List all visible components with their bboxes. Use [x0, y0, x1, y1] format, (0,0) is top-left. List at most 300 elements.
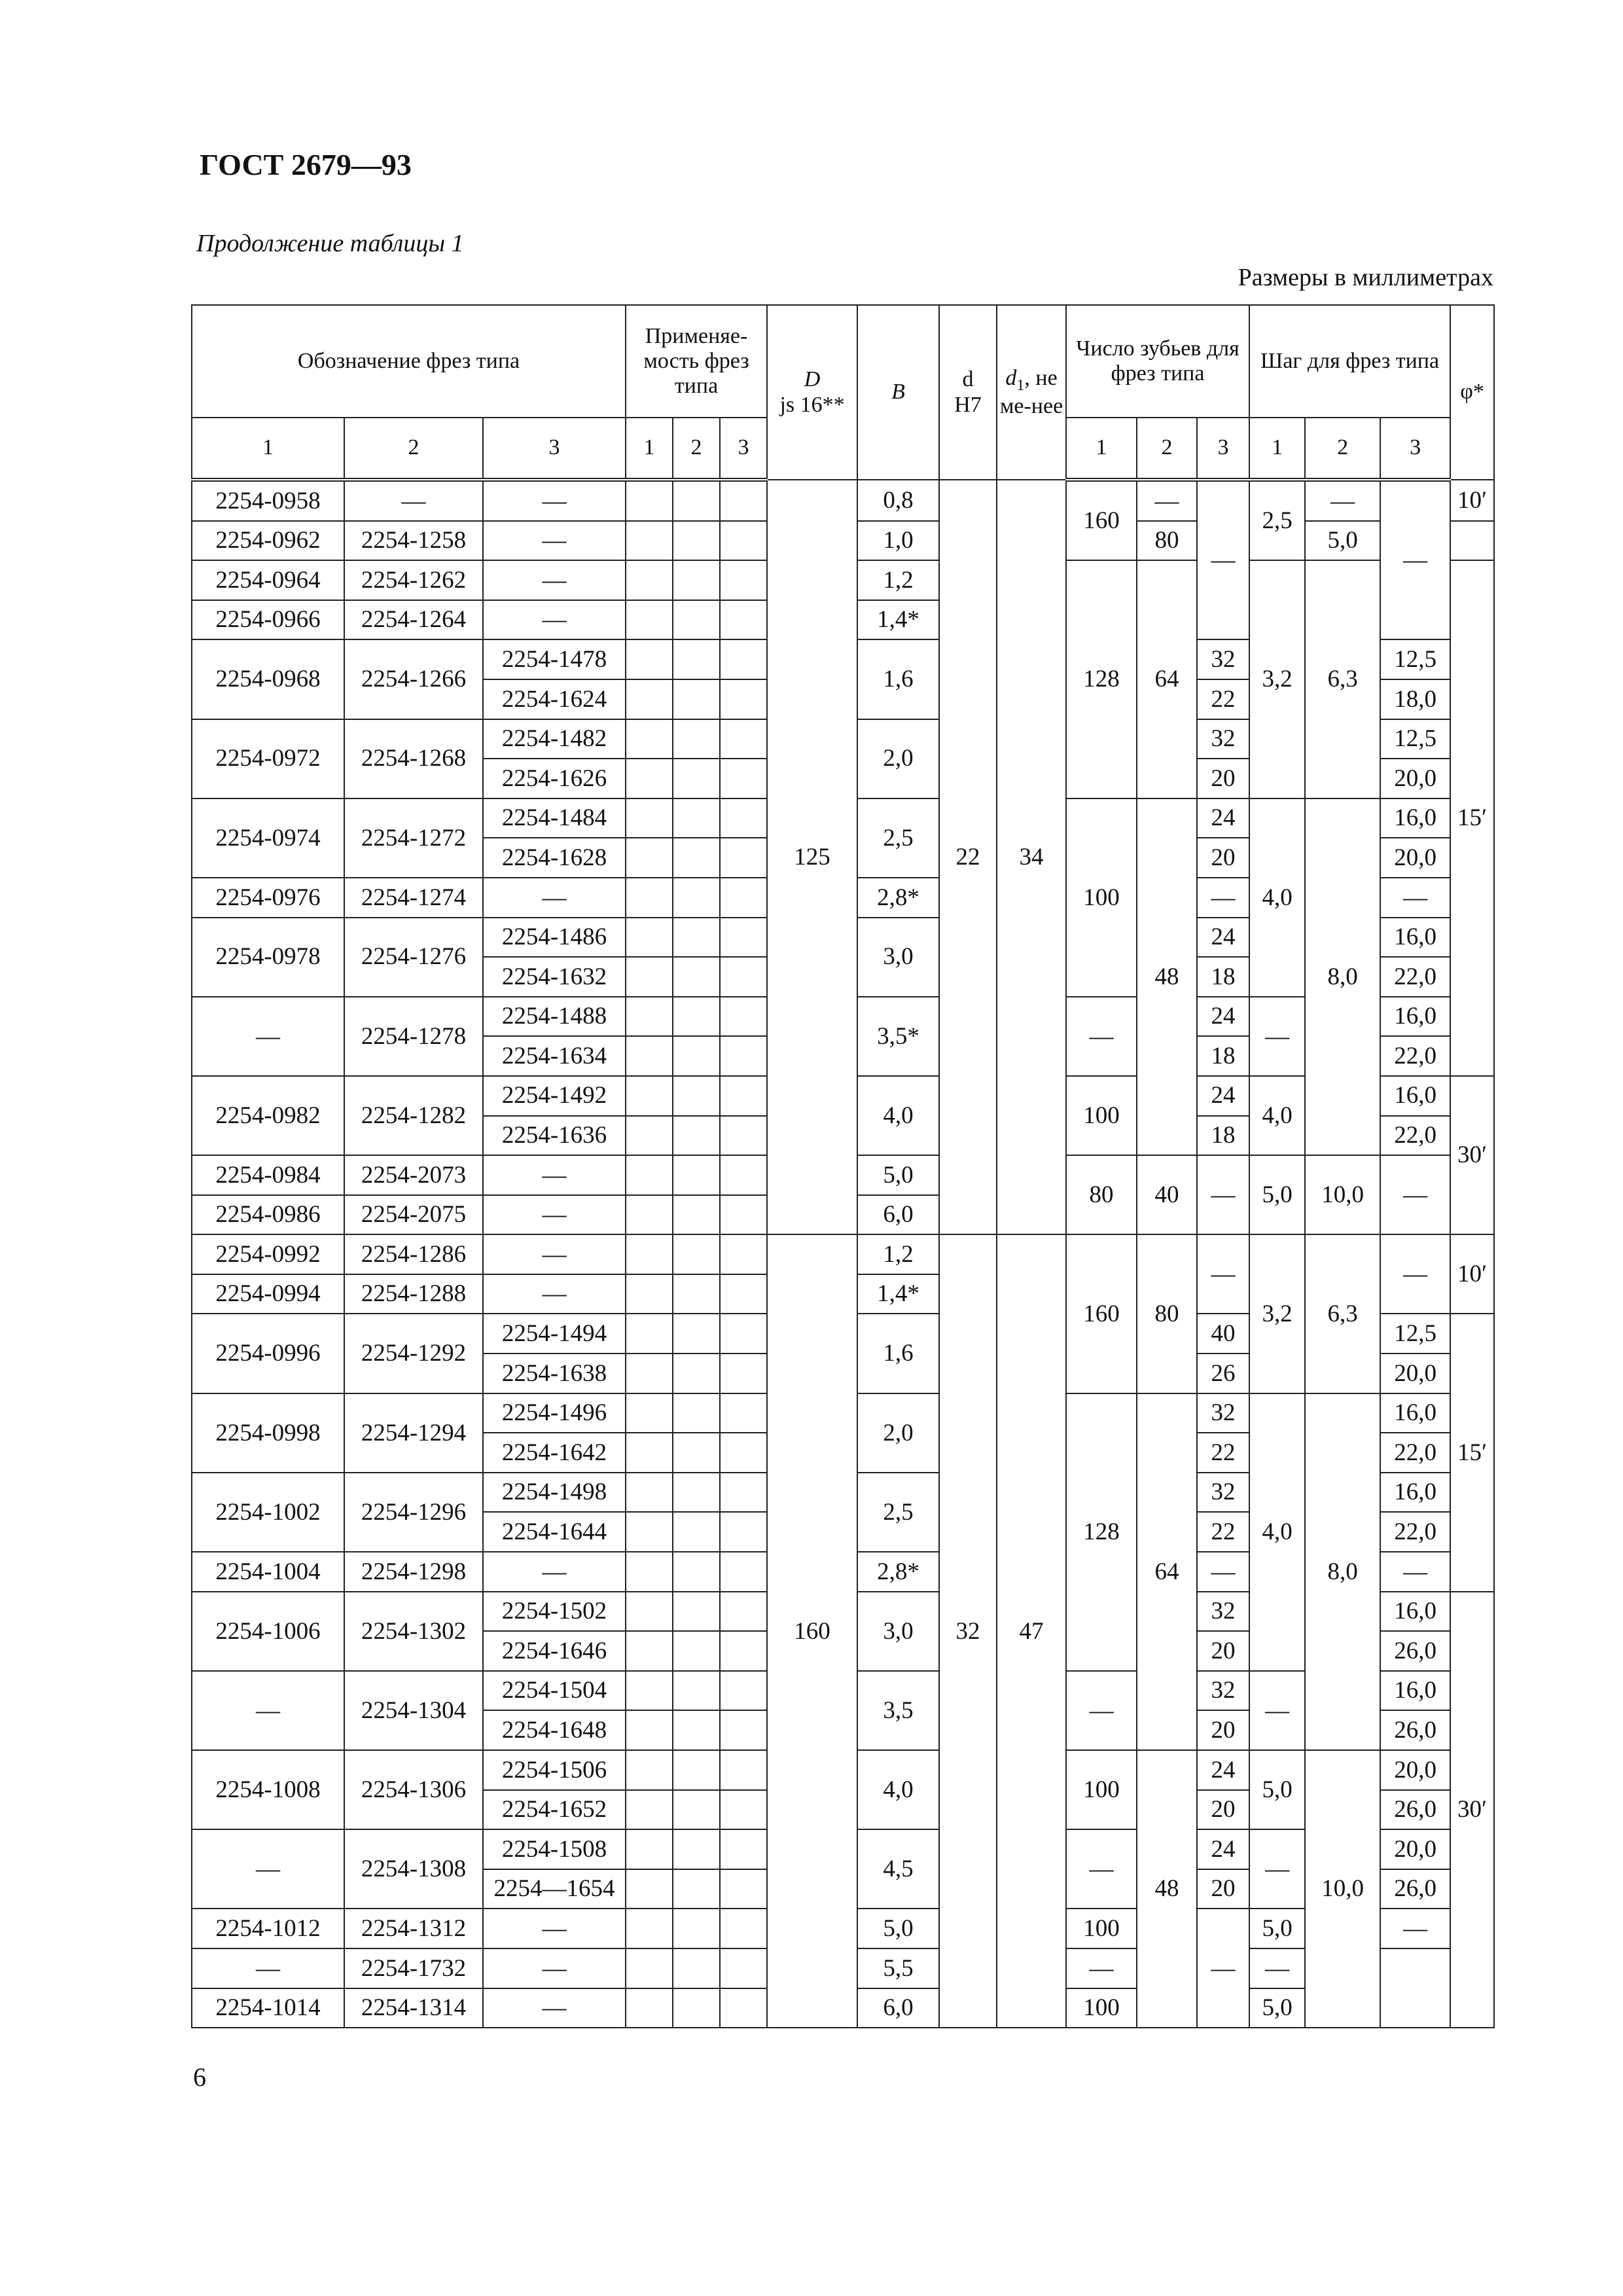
- cell-applicability-type3: [720, 1988, 767, 2028]
- header-teeth: Число зубьев для фрез типа: [1066, 305, 1249, 418]
- cell-pitch-type2: 10,0: [1305, 1155, 1380, 1234]
- cell-pitch-type3: 22,0: [1380, 1433, 1450, 1473]
- cell-designation-type1: 2254-0966: [192, 600, 344, 640]
- cell-designation-type3: 2254-1642: [483, 1433, 626, 1473]
- cell-pitch-type3: —: [1380, 480, 1450, 639]
- cell-designation-type3: 2254-1486: [483, 918, 626, 958]
- cell-applicability-type1: [626, 1909, 673, 1948]
- cell-designation-type3: —: [483, 480, 626, 521]
- cell-applicability-type1: [626, 759, 673, 798]
- table-continuation-caption: Продолжение таблицы 1: [196, 230, 464, 257]
- cell-B-value: 1,2: [857, 560, 939, 600]
- cell-applicability-type1: [626, 719, 673, 759]
- cell-teeth-type3: 24: [1197, 1750, 1249, 1790]
- cell-applicability-type2: [673, 521, 720, 561]
- cell-pitch-type1: 5,0: [1249, 1155, 1305, 1234]
- cell-pitch-type3: 16,0: [1380, 1076, 1450, 1116]
- cell-teeth-type3: 20: [1197, 1631, 1249, 1671]
- cell-designation-type1: 2254-1008: [192, 1750, 344, 1829]
- cell-teeth-type2: 40: [1137, 1155, 1197, 1234]
- cell-B-value: 4,0: [857, 1750, 939, 1829]
- cell-applicability-type3: [720, 1155, 767, 1195]
- cell-applicability-type1: [626, 1393, 673, 1433]
- subheader-type: 1: [1066, 418, 1137, 480]
- cell-teeth-type3: 24: [1197, 1076, 1249, 1116]
- cell-pitch-type1: 5,0: [1249, 1909, 1305, 1948]
- cell-pitch-type3: 16,0: [1380, 918, 1450, 958]
- cell-pitch-type2: 5,0: [1305, 521, 1380, 561]
- cell-applicability-type3: [720, 1592, 767, 1632]
- cell-designation-type1: 2254-0978: [192, 918, 344, 997]
- cell-designation-type3: 2254-1632: [483, 957, 626, 997]
- cell-designation-type3: 2254-1626: [483, 759, 626, 798]
- cell-applicability-type3: [720, 679, 767, 719]
- cell-pitch-type2: —: [1305, 480, 1380, 521]
- cell-pitch-type1: 5,0: [1249, 1750, 1305, 1829]
- cell-B-value: 2,8*: [857, 1552, 939, 1592]
- header-d-symbol: d: [962, 367, 974, 392]
- cell-applicability-type3: [720, 1671, 767, 1711]
- cell-applicability-type2: [673, 1988, 720, 2028]
- cell-pitch-type3: —: [1380, 878, 1450, 918]
- cell-designation-type1: 2254-0962: [192, 521, 344, 561]
- cell-applicability-type1: [626, 480, 673, 521]
- cell-B-value: 2,0: [857, 719, 939, 798]
- cell-pitch-type3: 20,0: [1380, 838, 1450, 878]
- cell-applicability-type2: [673, 1552, 720, 1592]
- cell-applicability-type2: [673, 1750, 720, 1790]
- cell-applicability-type3: [720, 560, 767, 600]
- cell-applicability-type2: [673, 838, 720, 878]
- cell-applicability-type3: [720, 1869, 767, 1909]
- cell-designation-type3: 2254-1634: [483, 1036, 626, 1076]
- cell-designation-type3: 2254-1498: [483, 1473, 626, 1513]
- cell-applicability-type2: [673, 639, 720, 679]
- header-d1-subscript: 1: [1016, 376, 1025, 394]
- cell-pitch-type3: 16,0: [1380, 997, 1450, 1037]
- cell-designation-type3: 2254-1506: [483, 1750, 626, 1790]
- cell-designation-type3: 2254-1508: [483, 1829, 626, 1869]
- subheader-type: 3: [720, 418, 767, 480]
- cell-designation-type2: 2254-1288: [344, 1274, 483, 1314]
- cell-applicability-type1: [626, 1552, 673, 1592]
- cell-applicability-type3: [720, 1393, 767, 1433]
- table-body: [192, 480, 1494, 2028]
- subheader-type: 1: [192, 418, 344, 480]
- cell-applicability-type1: [626, 1433, 673, 1473]
- header-d1-symbol: d: [1005, 365, 1017, 390]
- cell-pitch-type1: —: [1249, 1829, 1305, 1909]
- cell-designation-type3: —: [483, 1195, 626, 1235]
- cell-designation-type1: 2254-1004: [192, 1552, 344, 1592]
- cell-applicability-type2: [673, 1671, 720, 1711]
- subheader-type: 2: [1305, 418, 1380, 480]
- cell-applicability-type3: [720, 1076, 767, 1116]
- cell-teeth-type3: 18: [1197, 1036, 1249, 1076]
- header-d: [939, 305, 997, 480]
- cell-teeth-type1: 100: [1066, 1750, 1137, 1829]
- cell-applicability-type3: [720, 798, 767, 838]
- cell-teeth-type2: 64: [1137, 560, 1197, 798]
- cell-applicability-type1: [626, 1869, 673, 1909]
- cell-teeth-type1: —: [1066, 1829, 1137, 1909]
- cell-d1-value: 47: [997, 1234, 1066, 2028]
- subheader-type: 2: [1137, 418, 1197, 480]
- header-D: [767, 305, 857, 480]
- cell-B-value: 1,6: [857, 1314, 939, 1393]
- cell-applicability-type2: [673, 600, 720, 640]
- cell-pitch-type3: —: [1380, 1909, 1450, 1948]
- cell-B-value: 6,0: [857, 1195, 939, 1235]
- cell-pitch-type2: 6,3: [1305, 1234, 1380, 1393]
- cell-applicability-type3: [720, 600, 767, 640]
- cell-teeth-type3: 20: [1197, 838, 1249, 878]
- cell-pitch-type3: —: [1380, 1155, 1450, 1234]
- cell-teeth-type3: 22: [1197, 679, 1249, 719]
- cell-applicability-type1: [626, 1234, 673, 1274]
- cutter-dimensions-table: [191, 304, 1493, 2028]
- cell-pitch-type3: 16,0: [1380, 1393, 1450, 1433]
- cell-applicability-type1: [626, 1671, 673, 1711]
- subheader-type: 1: [626, 418, 673, 480]
- cell-teeth-type1: —: [1066, 1671, 1137, 1750]
- cell-B-value: 1,0: [857, 521, 939, 561]
- cell-applicability-type2: [673, 878, 720, 918]
- cell-pitch-type3: 26,0: [1380, 1631, 1450, 1671]
- units-note: Размеры в миллиметрах: [1238, 264, 1493, 291]
- cell-teeth-type1: 128: [1066, 560, 1137, 798]
- cell-pitch-type3: 16,0: [1380, 798, 1450, 838]
- cell-designation-type2: 2254-1276: [344, 918, 483, 997]
- cell-pitch-type1: —: [1249, 997, 1305, 1076]
- cell-designation-type1: 2254-0998: [192, 1393, 344, 1473]
- cell-applicability-type1: [626, 560, 673, 600]
- cell-designation-type3: 2254-1628: [483, 838, 626, 878]
- cell-designation-type3: —: [483, 600, 626, 640]
- cell-B-value: 5,0: [857, 1155, 939, 1195]
- page-number: 6: [193, 2062, 206, 2092]
- cell-B-value: 3,0: [857, 918, 939, 997]
- cell-designation-type2: 2254-1312: [344, 1909, 483, 1948]
- cell-applicability-type1: [626, 600, 673, 640]
- cell-teeth-type3: —: [1197, 1909, 1249, 2028]
- subheader-type: 3: [483, 418, 626, 480]
- cell-d-value: 32: [939, 1234, 997, 2028]
- cell-designation-type1: 2254-0984: [192, 1155, 344, 1195]
- cell-designation-type1: —: [192, 1829, 344, 1909]
- cell-applicability-type1: [626, 1790, 673, 1830]
- cell-teeth-type3: 24: [1197, 1829, 1249, 1869]
- cell-B-value: 2,5: [857, 798, 939, 878]
- cell-applicability-type1: [626, 1512, 673, 1552]
- cell-applicability-type1: [626, 1116, 673, 1156]
- header-B: B: [857, 305, 939, 480]
- cell-applicability-type1: [626, 1710, 673, 1750]
- cell-teeth-type3: 32: [1197, 719, 1249, 759]
- table-row: [192, 1234, 1494, 1274]
- subheader-type: 3: [1197, 418, 1249, 480]
- cell-designation-type3: 2254-1478: [483, 639, 626, 679]
- cell-pitch-type2: 6,3: [1305, 560, 1380, 798]
- cell-teeth-type1: 160: [1066, 1234, 1137, 1393]
- cell-pitch-type1: 4,0: [1249, 1076, 1305, 1155]
- cell-B-value: 1,4*: [857, 1274, 939, 1314]
- header-d1: [997, 305, 1066, 480]
- cell-applicability-type2: [673, 1592, 720, 1632]
- cell-designation-type2: 2254-1274: [344, 878, 483, 918]
- cell-applicability-type2: [673, 1829, 720, 1869]
- cell-designation-type3: 2254-1502: [483, 1592, 626, 1632]
- cell-phi-value: 30′: [1450, 1592, 1494, 2028]
- cell-teeth-type1: 100: [1066, 1988, 1137, 2028]
- cell-designation-type3: —: [483, 1552, 626, 1592]
- cell-phi-value: 10′: [1450, 480, 1494, 521]
- cell-designation-type2: 2254-1302: [344, 1592, 483, 1671]
- cell-applicability-type1: [626, 1631, 673, 1671]
- cell-B-value: 0,8: [857, 480, 939, 521]
- cell-teeth-type2: 64: [1137, 1393, 1197, 1750]
- cell-applicability-type3: [720, 719, 767, 759]
- cell-pitch-type3: 22,0: [1380, 957, 1450, 997]
- cell-designation-type1: 2254-0968: [192, 639, 344, 719]
- cell-designation-type3: 2254-1494: [483, 1314, 626, 1354]
- cell-designation-type3: —: [483, 1948, 626, 1988]
- cell-pitch-type3: 12,5: [1380, 1314, 1450, 1354]
- cell-designation-type3: 2254-1484: [483, 798, 626, 838]
- cell-designation-type2: 2254-1282: [344, 1076, 483, 1155]
- cell-applicability-type3: [720, 997, 767, 1037]
- cell-pitch-type3: 20,0: [1380, 1354, 1450, 1393]
- cell-designation-type2: 2254-2075: [344, 1195, 483, 1235]
- cell-teeth-type3: 24: [1197, 997, 1249, 1037]
- cell-applicability-type2: [673, 1155, 720, 1195]
- cell-designation-type1: 2254-0982: [192, 1076, 344, 1155]
- cell-applicability-type3: [720, 1552, 767, 1592]
- cell-teeth-type3: 20: [1197, 759, 1249, 798]
- cell-teeth-type3: 20: [1197, 1869, 1249, 1909]
- cell-designation-type2: 2254-1292: [344, 1314, 483, 1393]
- cell-applicability-type1: [626, 1314, 673, 1354]
- cell-designation-type2: 2254-1732: [344, 1948, 483, 1988]
- cell-teeth-type3: 32: [1197, 1671, 1249, 1711]
- cell-pitch-type3: 12,5: [1380, 719, 1450, 759]
- cell-B-value: 3,5: [857, 1671, 939, 1750]
- cell-applicability-type3: [720, 1195, 767, 1235]
- cell-teeth-type3: 22: [1197, 1433, 1249, 1473]
- cell-teeth-type3: 22: [1197, 1512, 1249, 1552]
- cell-pitch-type1: 2,5: [1249, 480, 1305, 560]
- cell-teeth-type3: 32: [1197, 639, 1249, 679]
- cell-designation-type3: 2254-1488: [483, 997, 626, 1037]
- cell-pitch-type3: 16,0: [1380, 1671, 1450, 1711]
- cell-applicability-type1: [626, 1948, 673, 1988]
- cell-designation-type3: —: [483, 560, 626, 600]
- cell-applicability-type2: [673, 798, 720, 838]
- header-d1-text: , не ме-нее: [999, 365, 1063, 419]
- cell-applicability-type2: [673, 1909, 720, 1948]
- cell-designation-type2: 2254-1308: [344, 1829, 483, 1909]
- cell-B-value: 1,4*: [857, 600, 939, 640]
- cell-applicability-type3: [720, 1829, 767, 1869]
- cell-applicability-type2: [673, 1195, 720, 1235]
- cell-teeth-type1: 100: [1066, 1076, 1137, 1155]
- cell-applicability-type3: [720, 878, 767, 918]
- cell-applicability-type2: [673, 560, 720, 600]
- cell-designation-type2: 2254-1304: [344, 1671, 483, 1750]
- cell-B-value: 3,0: [857, 1592, 939, 1671]
- cell-teeth-type3: —: [1197, 1552, 1249, 1592]
- cell-teeth-type1: 160: [1066, 480, 1137, 560]
- cell-D-value: 160: [767, 1234, 857, 2028]
- cell-d-value: 22: [939, 480, 997, 1234]
- cell-applicability-type3: [720, 957, 767, 997]
- cell-designation-type1: —: [192, 1671, 344, 1750]
- cell-designation-type2: 2254-1268: [344, 719, 483, 798]
- cell-teeth-type3: 26: [1197, 1354, 1249, 1393]
- cell-pitch-type1: 3,2: [1249, 1234, 1305, 1393]
- cell-applicability-type2: [673, 679, 720, 719]
- cell-applicability-type2: [673, 1512, 720, 1552]
- cell-designation-type1: 2254-0958: [192, 480, 344, 521]
- cell-D-value: 125: [767, 480, 857, 1234]
- cell-teeth-type2: 48: [1137, 1750, 1197, 2028]
- cell-applicability-type3: [720, 480, 767, 521]
- cell-pitch-type3: 22,0: [1380, 1036, 1450, 1076]
- cell-designation-type2: 2254-1272: [344, 798, 483, 878]
- cell-designation-type2: 2254-1278: [344, 997, 483, 1076]
- table-row: [192, 480, 1494, 521]
- cell-pitch-type3: —: [1380, 1234, 1450, 1314]
- cell-designation-type1: —: [192, 1948, 344, 1988]
- cell-applicability-type2: [673, 918, 720, 958]
- cell-pitch-type3: 20,0: [1380, 1829, 1450, 1869]
- cell-pitch-type3: —: [1380, 1552, 1450, 1592]
- cell-pitch-type1: —: [1249, 1948, 1305, 1988]
- cell-teeth-type3: 32: [1197, 1473, 1249, 1513]
- cell-pitch-type1: 4,0: [1249, 1393, 1305, 1671]
- cell-designation-type1: 2254-0994: [192, 1274, 344, 1314]
- cell-B-value: 6,0: [857, 1988, 939, 2028]
- cell-designation-type1: 2254-1012: [192, 1909, 344, 1948]
- cell-applicability-type1: [626, 957, 673, 997]
- cell-applicability-type3: [720, 1631, 767, 1671]
- cell-teeth-type3: 18: [1197, 957, 1249, 997]
- cell-applicability-type3: [720, 521, 767, 561]
- cell-designation-type3: 2254-1624: [483, 679, 626, 719]
- cell-designation-type1: 2254-0992: [192, 1234, 344, 1274]
- cell-pitch-type3: 20,0: [1380, 759, 1450, 798]
- cell-applicability-type3: [720, 1274, 767, 1314]
- cell-applicability-type2: [673, 719, 720, 759]
- cell-teeth-type3: —: [1197, 480, 1249, 639]
- cell-B-value: 1,2: [857, 1234, 939, 1274]
- cell-designation-type1: 2254-0986: [192, 1195, 344, 1235]
- header-applicability: Применяе-мость фрез типа: [626, 305, 767, 418]
- cell-designation-type1: 2254-0974: [192, 798, 344, 878]
- cell-applicability-type1: [626, 1988, 673, 2028]
- cell-teeth-type1: 100: [1066, 1909, 1137, 1948]
- cell-applicability-type3: [720, 639, 767, 679]
- cell-teeth-type1: 80: [1066, 1155, 1137, 1234]
- cell-applicability-type3: [720, 1314, 767, 1354]
- cell-applicability-type1: [626, 521, 673, 561]
- cell-teeth-type2: 80: [1137, 1234, 1197, 1393]
- cell-designation-type1: 2254-0996: [192, 1314, 344, 1393]
- cell-pitch-type3: 16,0: [1380, 1473, 1450, 1513]
- cell-designation-type2: 2254-1306: [344, 1750, 483, 1829]
- cell-phi-value: 15′: [1450, 1314, 1494, 1591]
- header-pitch: Шаг для фрез типа: [1249, 305, 1450, 418]
- cell-applicability-type1: [626, 1354, 673, 1393]
- cell-designation-type3: —: [483, 521, 626, 561]
- cell-applicability-type1: [626, 1473, 673, 1513]
- cell-applicability-type2: [673, 1274, 720, 1314]
- cell-B-value: 4,0: [857, 1076, 939, 1155]
- cell-designation-type3: —: [483, 1988, 626, 2028]
- cell-teeth-type3: 18: [1197, 1116, 1249, 1156]
- cell-teeth-type3: —: [1197, 1155, 1249, 1234]
- cell-designation-type3: 2254-1492: [483, 1076, 626, 1116]
- cell-applicability-type2: [673, 1631, 720, 1671]
- cell-applicability-type1: [626, 878, 673, 918]
- cell-applicability-type3: [720, 1750, 767, 1790]
- cell-B-value: 2,0: [857, 1393, 939, 1473]
- subheader-type: 2: [344, 418, 483, 480]
- cell-designation-type2: 2254-2073: [344, 1155, 483, 1195]
- cell-designation-type3: 2254—1654: [483, 1869, 626, 1909]
- cell-teeth-type1: 100: [1066, 798, 1137, 997]
- cell-designation-type3: 2254-1504: [483, 1671, 626, 1711]
- cell-teeth-type2: —: [1137, 480, 1197, 521]
- header-designation: Обозначение фрез типа: [192, 305, 626, 418]
- cell-applicability-type3: [720, 1909, 767, 1948]
- cell-pitch-type1: 3,2: [1249, 560, 1305, 798]
- cell-applicability-type2: [673, 1116, 720, 1156]
- cell-designation-type1: 2254-0972: [192, 719, 344, 798]
- cell-applicability-type2: [673, 1354, 720, 1393]
- cell-designation-type2: —: [344, 480, 483, 521]
- cell-pitch-type3: 26,0: [1380, 1790, 1450, 1830]
- cell-applicability-type3: [720, 1354, 767, 1393]
- cell-pitch-type2: 8,0: [1305, 1393, 1380, 1750]
- cell-designation-type2: 2254-1298: [344, 1552, 483, 1592]
- cell-applicability-type2: [673, 997, 720, 1037]
- cell-designation-type1: 2254-0964: [192, 560, 344, 600]
- cell-B-value: 3,5*: [857, 997, 939, 1076]
- cell-applicability-type2: [673, 1393, 720, 1433]
- cell-B-value: 5,0: [857, 1909, 939, 1948]
- cell-designation-type1: 2254-1002: [192, 1473, 344, 1552]
- cell-designation-type3: 2254-1648: [483, 1710, 626, 1750]
- cell-teeth-type1: —: [1066, 1948, 1137, 1988]
- cell-applicability-type1: [626, 918, 673, 958]
- cell-teeth-type2: 48: [1137, 798, 1197, 1155]
- cell-d1-value: 34: [997, 480, 1066, 1234]
- header-phi: φ*: [1450, 305, 1494, 480]
- subheader-type: 3: [1380, 418, 1450, 480]
- cell-B-value: 5,5: [857, 1948, 939, 1988]
- cell-B-value: 1,6: [857, 639, 939, 719]
- header-D-tolerance: js 16**: [779, 392, 845, 417]
- cell-applicability-type1: [626, 838, 673, 878]
- cell-designation-type2: 2254-1286: [344, 1234, 483, 1274]
- cell-pitch-type3: 26,0: [1380, 1869, 1450, 1909]
- cell-designation-type3: —: [483, 1909, 626, 1948]
- cell-teeth-type3: 40: [1197, 1314, 1249, 1354]
- cell-applicability-type1: [626, 997, 673, 1037]
- cell-pitch-type2: 8,0: [1305, 798, 1380, 1155]
- cell-applicability-type2: [673, 1036, 720, 1076]
